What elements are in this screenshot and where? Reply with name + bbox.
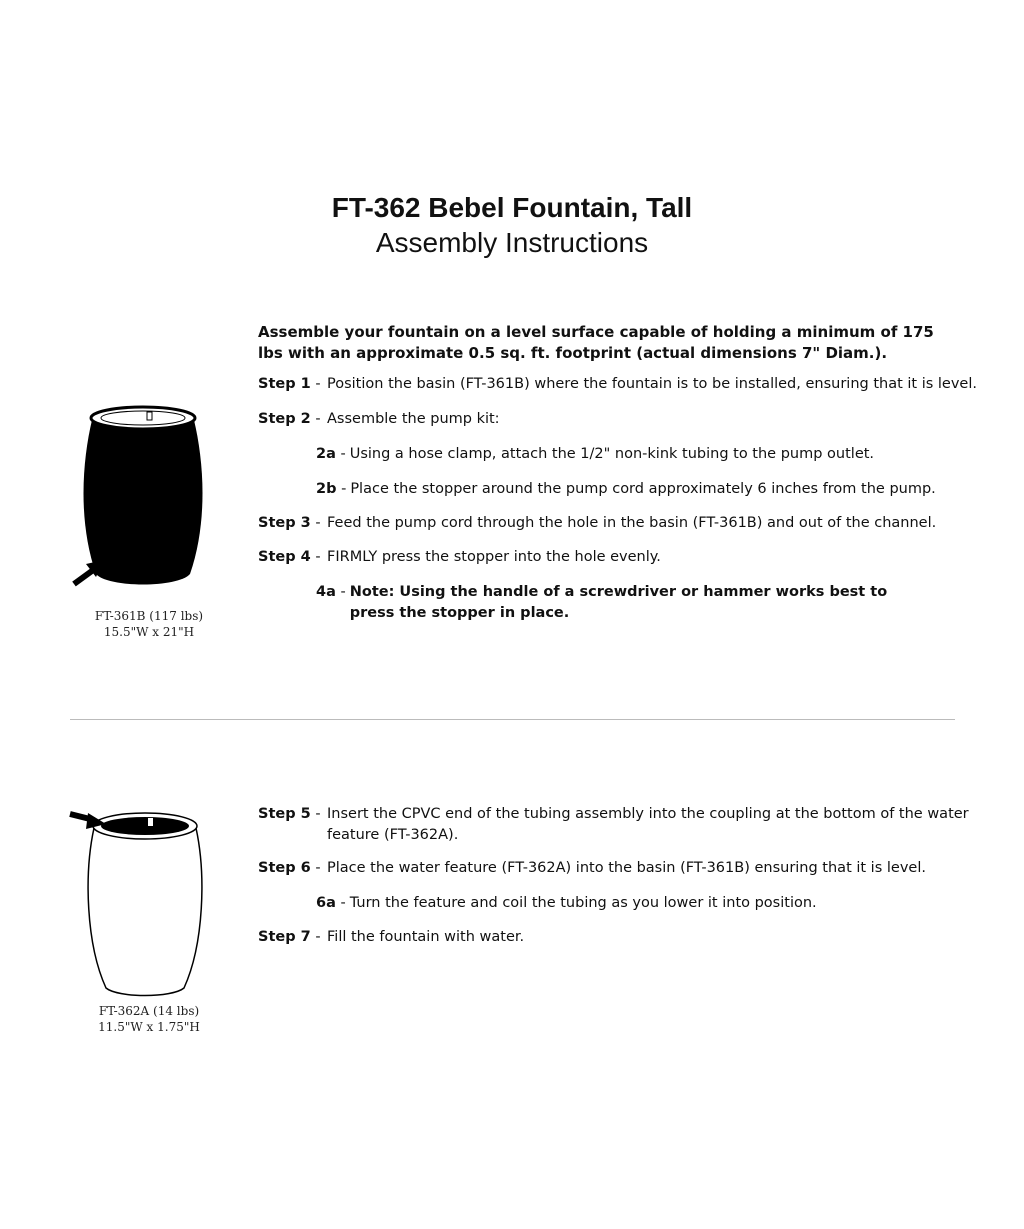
feature-body <box>88 828 202 996</box>
step-7: Step 7 - Fill the fountain with water. <box>258 927 978 948</box>
step-2: Step 2 - Assemble the pump kit: <box>258 409 978 430</box>
feature-coupling <box>148 818 153 826</box>
header <box>0 190 1024 260</box>
substep-label: 6a <box>316 895 336 911</box>
substep-label: 2a <box>316 446 336 462</box>
intro-text: Assemble your fountain on a level surface capable of holding a minimum of 175 lbs with an approximate 0.5 sq. ft. footprint (actual dimensions 7" Diam.). <box>258 323 934 362</box>
step-text: Insert the CPVC end of the tubing assembly into the coupling at the bottom of the water feature (FT-362A). <box>327 806 969 843</box>
basin-caption <box>62 608 236 640</box>
substep-label: 2b <box>316 481 337 497</box>
basin-caption-line2: 15.5"W x 21"H <box>103 625 195 639</box>
substep-note: Note: Using the handle of a screwdriver or hammer works best to press the stopper in place. <box>349 584 888 621</box>
step-text: Fill the fountain with water. <box>327 929 525 945</box>
step-text: FIRMLY press the stopper into the hole evenly. <box>327 549 661 565</box>
step-5: Step 5 - Insert the CPVC end of the tubing assembly into the coupling at the bottom of the water feature (FT-362A). <box>258 804 978 846</box>
step-text: Place the water feature (FT-362A) into the basin (FT-361B) ensuring that it is level. <box>327 860 926 876</box>
step-text: Position the basin (FT-361B) where the fountain is to be installed, ensuring that it is level. <box>327 376 977 392</box>
feature-illustration <box>64 804 224 1000</box>
feature-caption-line2: 11.5"W x 1.75"H <box>98 1020 200 1034</box>
step-4: Step 4 - FIRMLY press the stopper into the hole evenly. <box>258 547 978 568</box>
step-3: Step 3 - Feed the pump cord through the hole in the basin (FT-361B) and out of the channel. <box>258 513 978 534</box>
substep-text: Using a hose clamp, attach the 1/2" non-kink tubing to the pump outlet. <box>349 446 875 462</box>
basin-rim <box>91 407 195 429</box>
basin-caption-line1: FT-361B (117 lbs) <box>94 609 204 623</box>
step-label: Step 7 <box>258 929 311 945</box>
substep-label: 4a <box>316 584 336 600</box>
section-divider <box>70 719 955 720</box>
step-1: Step 1 - Position the basin (FT-361B) where the fountain is to be installed, ensuring that it is level. <box>258 374 978 395</box>
step-text: Feed the pump cord through the hole in the basin (FT-361B) and out of the channel. <box>327 515 937 531</box>
step-2b: 2b - Place the stopper around the pump cord approximately 6 inches from the pump. <box>316 479 956 500</box>
substep-text: Place the stopper around the pump cord approximately 6 inches from the pump. <box>350 481 936 497</box>
step-label: Step 1 <box>258 376 311 392</box>
step-label: Step 3 <box>258 515 311 531</box>
substep-text: Turn the feature and coil the tubing as you lower it into position. <box>349 895 817 911</box>
feature-opening <box>101 817 189 835</box>
basin-body <box>84 420 203 585</box>
step-6: Step 6 - Place the water feature (FT-362A) into the basin (FT-361B) ensuring that it is level. <box>258 858 978 879</box>
basin-illustration <box>62 402 232 594</box>
step-4a: 4a - Note: Using the handle of a screwdriver or hammer works best to press the stopper in place. <box>316 582 936 624</box>
step-label: Step 5 <box>258 806 311 822</box>
feature-caption-line1: FT-362A (14 lbs) <box>98 1004 200 1018</box>
page-subtitle: Assembly Instructions <box>375 227 649 258</box>
step-2a: 2a - Using a hose clamp, attach the 1/2" non-kink tubing to the pump outlet. <box>316 444 956 465</box>
feature-caption <box>62 1003 236 1035</box>
step-6a: 6a - Turn the feature and coil the tubing as you lower it into position. <box>316 893 956 914</box>
step-text: Assemble the pump kit: <box>327 411 500 427</box>
step-label: Step 2 <box>258 411 311 427</box>
step-label: Step 6 <box>258 860 311 876</box>
step-label: Step 4 <box>258 549 311 565</box>
page-title: FT-362 Bebel Fountain, Tall <box>331 192 693 223</box>
